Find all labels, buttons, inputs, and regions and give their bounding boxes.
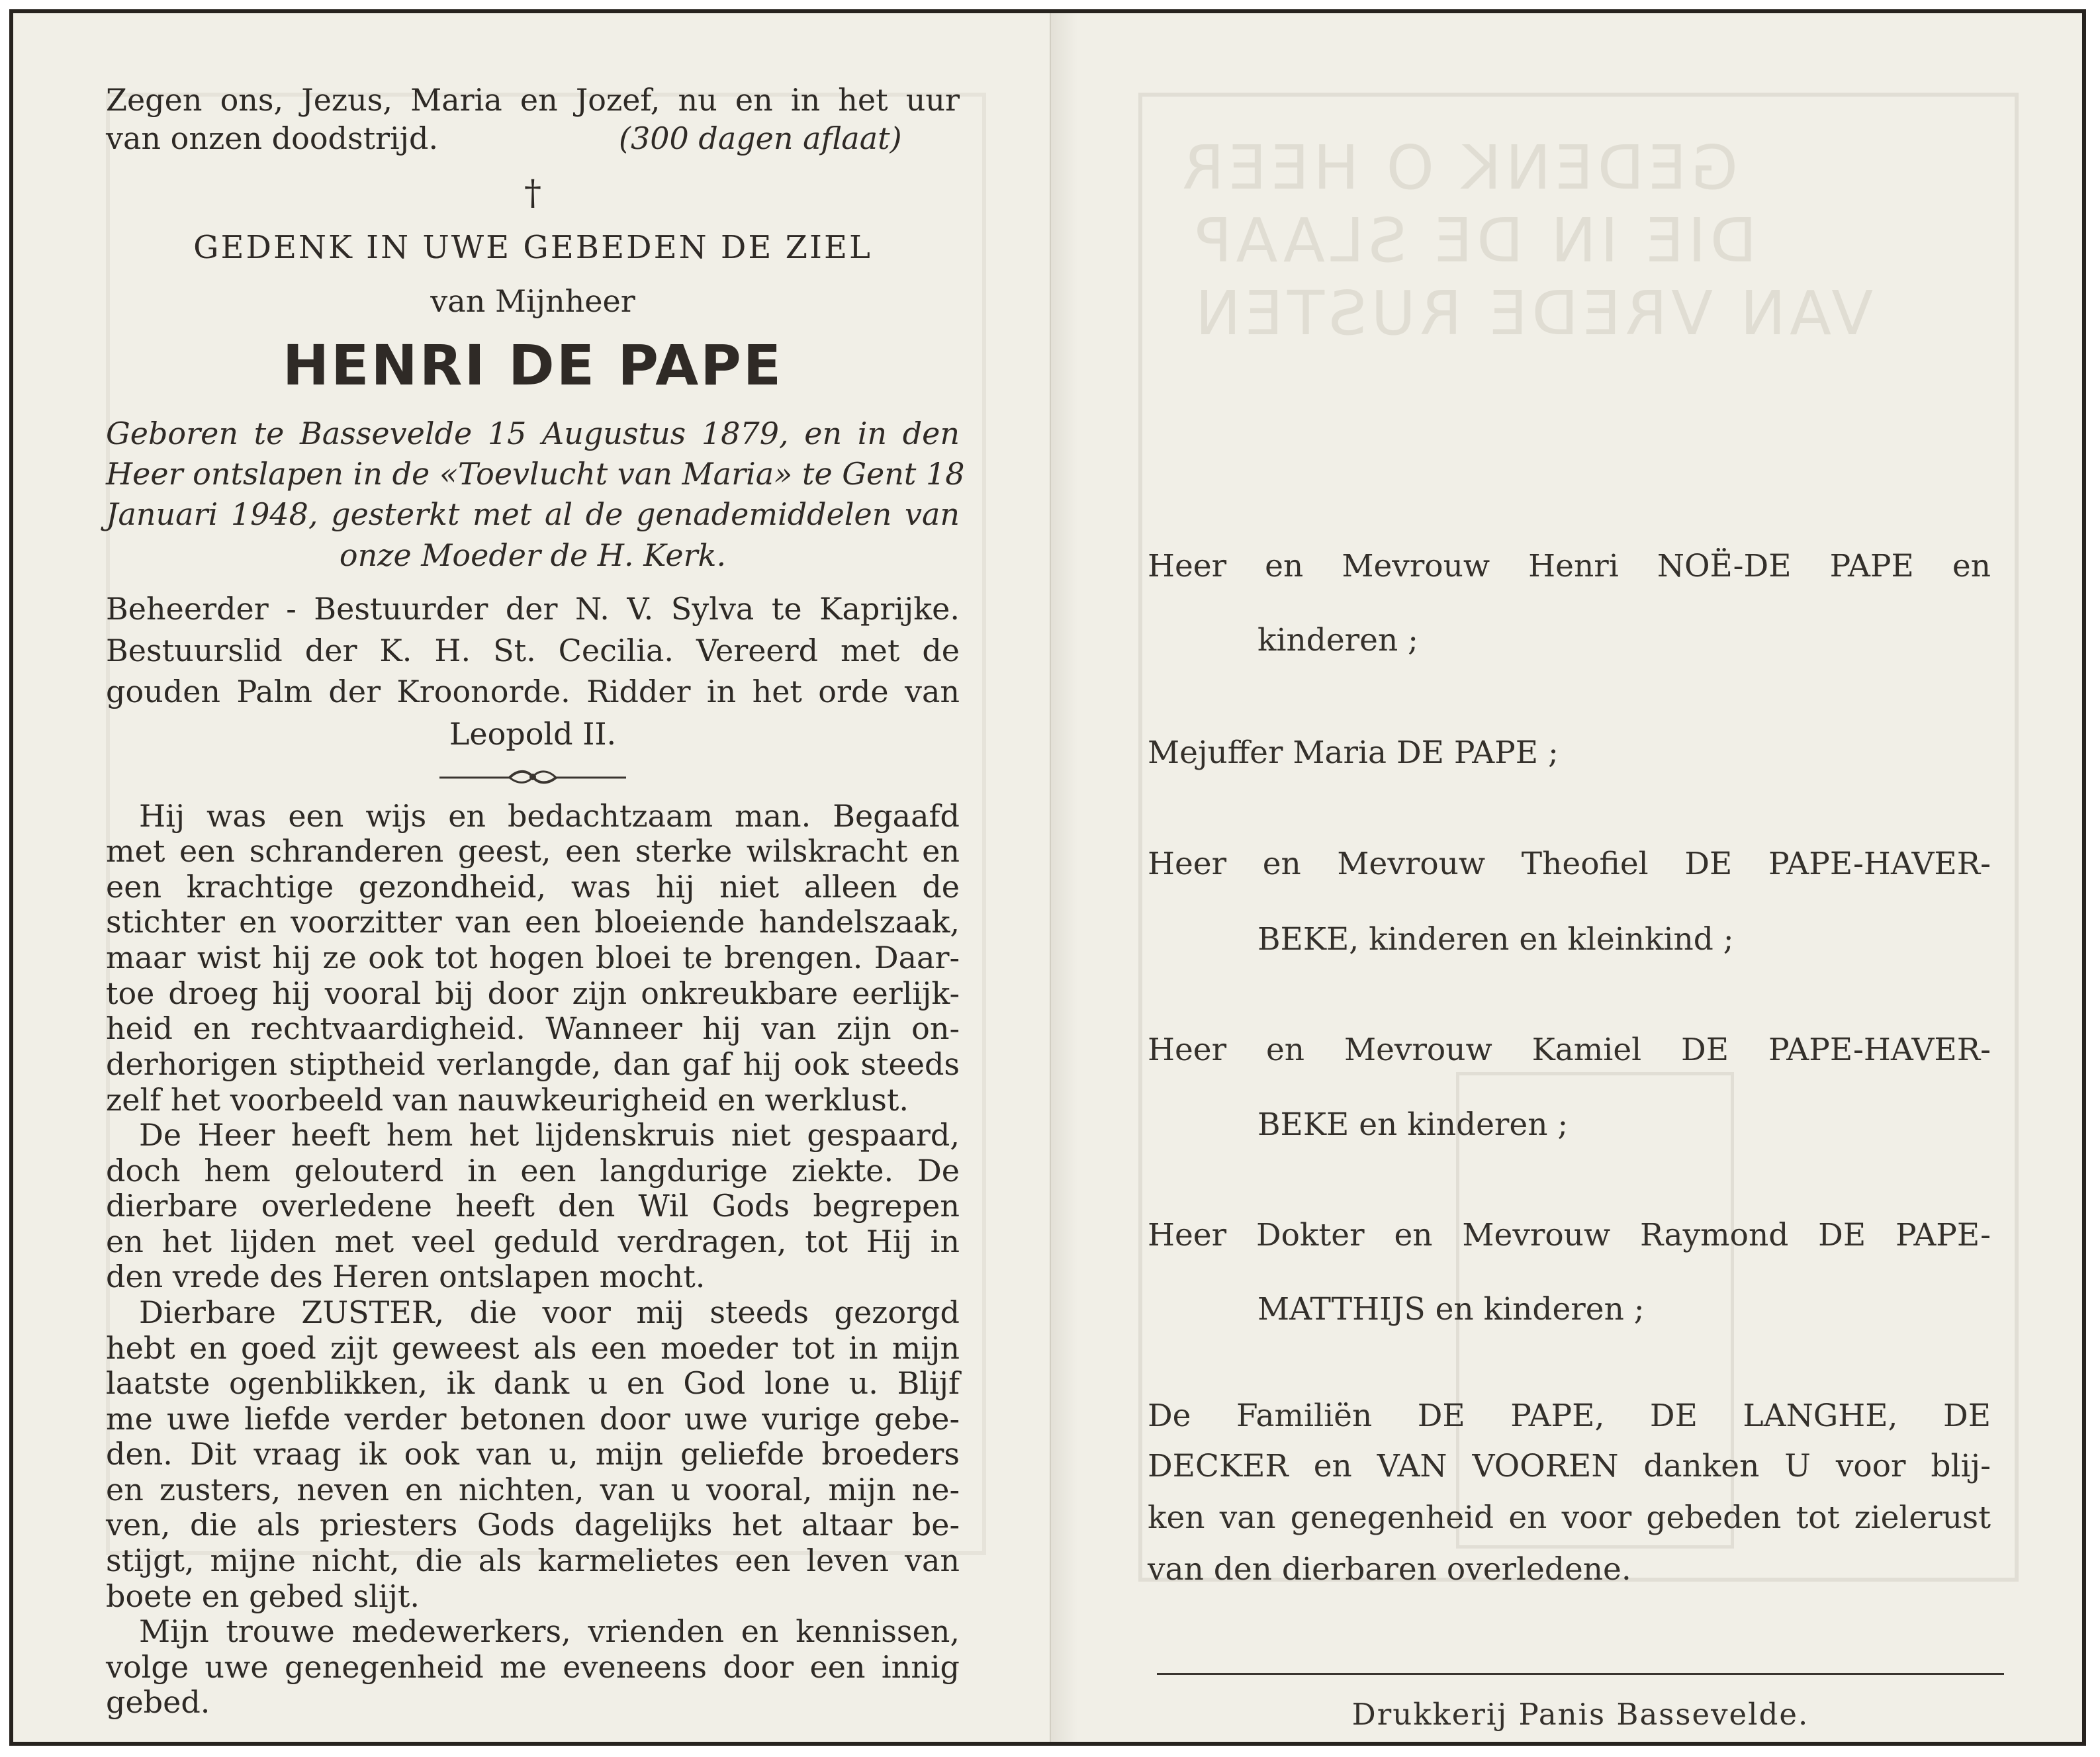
family-line-8: Heer Dokter en Mevrouw Raymond DE PAPE-	[1148, 1217, 1991, 1253]
center-fold	[1050, 13, 1051, 1742]
body-line-10: De Heer heeft hem het lijdenskruis niet gespaard,	[139, 1117, 960, 1153]
prayer-line-2: van onzen doodstrijd.	[106, 120, 439, 156]
body-line-20: en zusters, neven en nichten, van u vooral, mijn ne-	[106, 1472, 960, 1508]
body-line-25: volge uwe genegenheid me eveneens door een innig	[106, 1649, 960, 1685]
body-line-12: dierbare overledene heeft den Wil Gods begrepen	[106, 1188, 960, 1224]
family-line-6: Heer en Mevrouw Kamiel DE PAPE-HAVER-	[1148, 1032, 1991, 1068]
ornament-divider	[437, 768, 629, 786]
family-line-7: BEKE en kinderen ;	[1257, 1106, 1569, 1143]
family-line-3: Mejuffer Maria DE PAPE ;	[1148, 735, 1559, 771]
body-line-22: stijgt, mijne nicht, die als karmelietes een leven van	[106, 1543, 960, 1578]
indulgence-note: (300 dagen aflaat)	[619, 120, 902, 156]
body-line-18: me uwe liefde verder betonen door uwe vurige gebe-	[106, 1401, 960, 1437]
body-line-11: doch hem gelouterd in een langdurige ziekte. De	[106, 1153, 960, 1189]
body-line-21: ven, die als priesters Gods dagelijks het altaar be-	[106, 1507, 960, 1543]
fold-shadow	[1051, 13, 1077, 1742]
ghost-text-2: DIE IN DE SLAAP	[1191, 205, 1757, 276]
thanks-line-2: DECKER en VAN VOOREN danken U voor blij-	[1148, 1448, 1991, 1484]
body-line-13: en het lijden met veel geduld verdragen, tot Hij in	[106, 1224, 960, 1259]
body-line-14: den vrede des Heren ontslapen mocht.	[106, 1259, 706, 1294]
body-line-16: hebt en goed zijt geweest als een moeder tot in mijn	[106, 1330, 960, 1366]
family-line-5: BEKE, kinderen en kleinkind ;	[1257, 921, 1734, 958]
birth-line-4: onze Moeder de H. Kerk.	[339, 537, 727, 573]
thanks-line-4: van den dierbaren overledene.	[1148, 1551, 1631, 1588]
birth-line-2: Heer ontslapen in de «Toevlucht van Maria» te Gent 18	[106, 456, 965, 492]
birth-line-3: Januari 1948, gesterkt met al de genademiddelen van	[106, 496, 960, 532]
body-line-15: Dierbare ZUSTER, die voor mij steeds gezorgd	[139, 1294, 960, 1330]
body-line-2: met een schranderen geest, een sterke wilskracht en	[106, 833, 960, 869]
cross-symbol: †	[524, 173, 541, 213]
family-line-1: Heer en Mevrouw Henri NOË-DE PAPE en	[1148, 548, 1991, 584]
titles-line-2: Bestuurslid der K. H. St. Cecilia. Vereerd met de	[106, 633, 960, 668]
body-line-26: gebed.	[106, 1684, 210, 1720]
birth-line-1: Geboren te Bassevelde 15 Augustus 1879, en in den	[106, 416, 960, 451]
body-line-8: derhorigen stiptheid verlangde, dan gaf hij ook steeds	[106, 1046, 960, 1082]
printer-rule	[1157, 1673, 2004, 1675]
ghost-text-3: VAN VREDE RUSTEN	[1191, 278, 1874, 349]
body-line-1: Hij was een wijs en bedachtzaam man. Begaafd	[139, 798, 960, 834]
ghost-text-1: GEDENK O HEER	[1178, 132, 1738, 203]
thanks-line-1: De Familiën DE PAPE, DE LANGHE, DE	[1148, 1398, 1991, 1434]
body-line-23: boete en gebed slijt.	[106, 1578, 420, 1614]
body-line-6: toe droeg hij vooral bij door zijn onkreukbare eerlijk-	[106, 975, 960, 1011]
body-line-3: een krachtige gezondheid, was hij niet alleen de	[106, 869, 960, 905]
prayer-line-1: Zegen ons, Jezus, Maria en Jozef, nu en in het uur	[106, 82, 960, 118]
family-line-4: Heer en Mevrouw Theofiel DE PAPE-HAVER-	[1148, 846, 1991, 882]
memorial-card	[9, 9, 2086, 1746]
gedenk-heading: GEDENK IN UWE GEBEDEN DE ZIEL	[193, 229, 872, 266]
family-line-2: kinderen ;	[1257, 622, 1419, 658]
thanks-line-3: ken van genegenheid en voor gebeden tot zielerust	[1148, 1500, 1991, 1536]
body-line-7: heid en rechtvaardigheid. Wanneer hij van zijn on-	[106, 1011, 960, 1046]
body-line-9: zelf het voorbeeld van nauwkeurigheid en werklust.	[106, 1082, 909, 1118]
body-line-17: laatste ogenblikken, ik dank u en God lone u. Blijf	[106, 1365, 960, 1401]
family-line-9: MATTHIJS en kinderen ;	[1257, 1291, 1645, 1328]
printer-credit: Drukkerij Panis Bassevelde.	[1351, 1697, 1809, 1732]
van-mijnheer: van Mijnheer	[430, 283, 635, 319]
deceased-name: HENRI DE PAPE	[282, 333, 784, 398]
body-line-4: stichter en voorzitter van een bloeiende handelszaak,	[106, 904, 960, 940]
body-line-19: den. Dit vraag ik ook van u, mijn geliefde broeders	[106, 1436, 960, 1472]
body-line-24: Mijn trouwe medewerkers, vrienden en kennissen,	[139, 1613, 960, 1649]
body-line-5: maar wist hij ze ook tot hogen bloei te brengen. Daar-	[106, 940, 960, 975]
titles-line-4: Leopold II.	[449, 716, 617, 752]
titles-line-3: gouden Palm der Kroonorde. Ridder in het orde van	[106, 674, 960, 709]
titles-line-1: Beheerder - Bestuurder der N. V. Sylva te Kaprijke.	[106, 591, 960, 627]
